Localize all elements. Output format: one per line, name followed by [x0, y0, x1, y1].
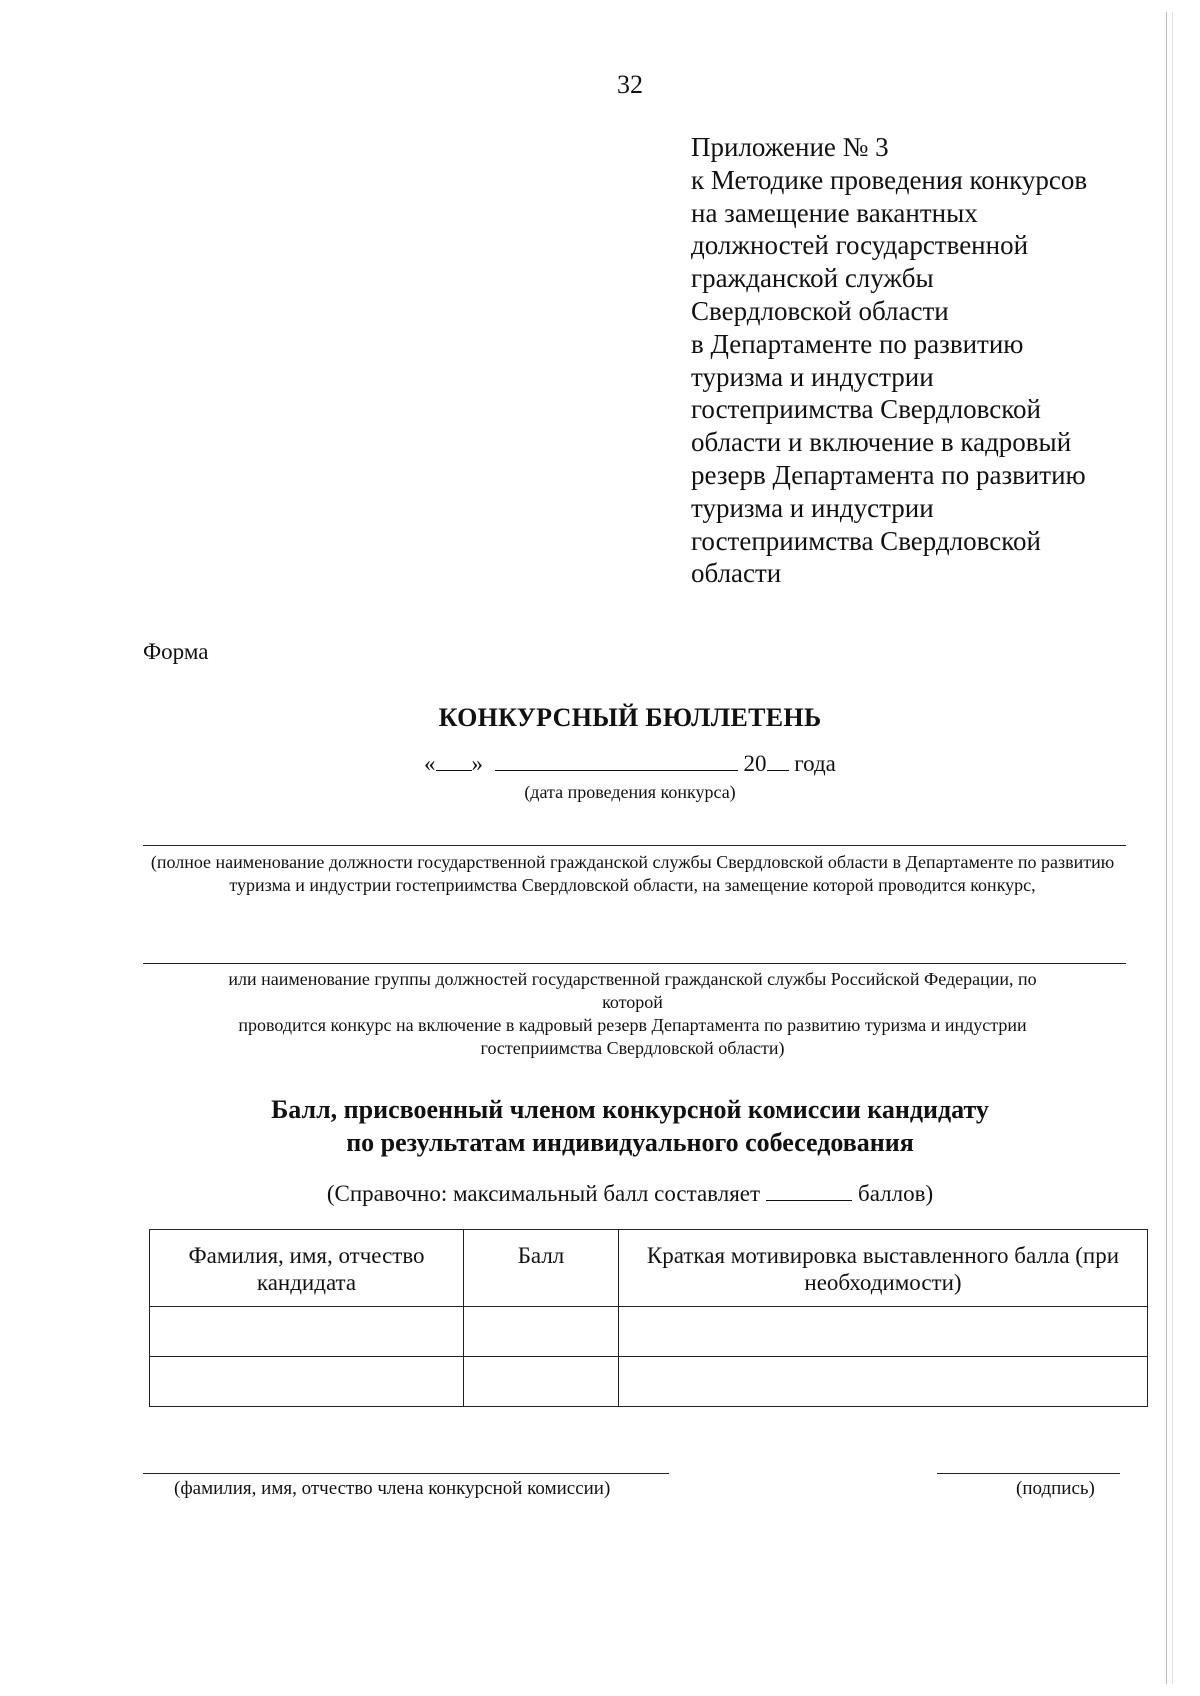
group-note-line: или наименование группы должностей государственной гражданской службы Российской Федерации, по [228, 969, 1037, 989]
appendix-line: туризма и индустрии [691, 492, 934, 523]
position-name-line [143, 845, 1126, 846]
year-suffix: года [794, 751, 836, 776]
date-note: (дата проведения конкурса) [524, 782, 736, 802]
header-candidate-name: Фамилия, имя, отчество кандидата [150, 1230, 464, 1307]
appendix-line: должностей государственной [691, 230, 1029, 261]
table-row [150, 1357, 1148, 1407]
date-line [424, 751, 836, 777]
reference-note [130, 1181, 1130, 1207]
page-number: 32 [617, 70, 643, 99]
appendix-block [691, 131, 1131, 590]
appendix-line: области [691, 558, 782, 589]
score-table [149, 1229, 1148, 1407]
appendix-line: Свердловской области [691, 295, 949, 326]
date-close-quote: » [471, 751, 483, 776]
document-title: КОНКУРСНЫЙ БЮЛЛЕТЕНЬ [438, 703, 822, 732]
page-edge-line-secondary [1172, 12, 1173, 1684]
month-blank [495, 769, 738, 771]
group-note-line: гостеприимства Свердловской области) [480, 1038, 785, 1058]
reference-suffix: баллов) [858, 1181, 934, 1206]
appendix-line: гостеприимства Свердловской [691, 394, 1041, 425]
score-heading [130, 1093, 1130, 1159]
appendix-line: резерв Департамента по развитию [691, 459, 1086, 490]
table-row [150, 1307, 1148, 1357]
appendix-line: области и включение в кадровый [691, 427, 1072, 458]
score-heading-line: по результатам индивидуального собеседования [346, 1128, 914, 1157]
position-note: (полное наименование должности государственной гражданской службы Свердловской области в Департаменте по развитию туризма и индустрии гостеприимства Свердловской области, на замещение которой проводится конкурс, [150, 852, 1115, 895]
signature-note: (подпись) [1016, 1478, 1095, 1499]
header-score: Балл [464, 1230, 619, 1307]
group-name-line [143, 963, 1126, 964]
year-blank [767, 769, 789, 771]
page-edge-line [1166, 12, 1167, 1684]
reference-prefix: (Справочно: максимальный балл составляет [326, 1181, 761, 1206]
max-score-blank [766, 1199, 852, 1201]
appendix-line: к Методике проведения конкурсов [691, 164, 1088, 195]
appendix-line: Приложение № 3 [691, 132, 889, 162]
table-header-row [150, 1230, 1148, 1307]
signature-line [937, 1473, 1120, 1474]
cell-candidate-name[interactable] [150, 1357, 464, 1407]
header-motivation: Краткая мотивировка выставленного балла (при необходимости) [619, 1230, 1148, 1307]
member-name-line [143, 1473, 669, 1474]
appendix-line: туризма и индустрии [691, 361, 934, 392]
group-note [140, 968, 1125, 1060]
member-name-note: (фамилия, имя, отчество члена конкурсной комиссии) [174, 1478, 611, 1499]
appendix-line: на замещение вакантных [691, 197, 978, 228]
cell-score[interactable] [464, 1307, 619, 1357]
day-blank [436, 769, 472, 771]
cell-score[interactable] [464, 1357, 619, 1407]
group-note-line: которой [602, 992, 663, 1012]
form-label: Форма [143, 639, 209, 664]
appendix-line: гражданской службы [691, 263, 934, 294]
appendix-line: гостеприимства Свердловской [691, 525, 1041, 556]
cell-candidate-name[interactable] [150, 1307, 464, 1357]
appendix-line: в Департаменте по развитию [691, 328, 1024, 359]
date-open-quote: « [424, 751, 436, 776]
score-heading-line: Балл, присвоенный членом конкурсной комиссии кандидату [271, 1095, 989, 1124]
cell-motivation[interactable] [619, 1357, 1148, 1407]
cell-motivation[interactable] [619, 1307, 1148, 1357]
group-note-line: проводится конкурс на включение в кадровый резерв Департамента по развитию туризма и индустрии [238, 1015, 1027, 1035]
year-prefix: 20 [743, 751, 767, 776]
